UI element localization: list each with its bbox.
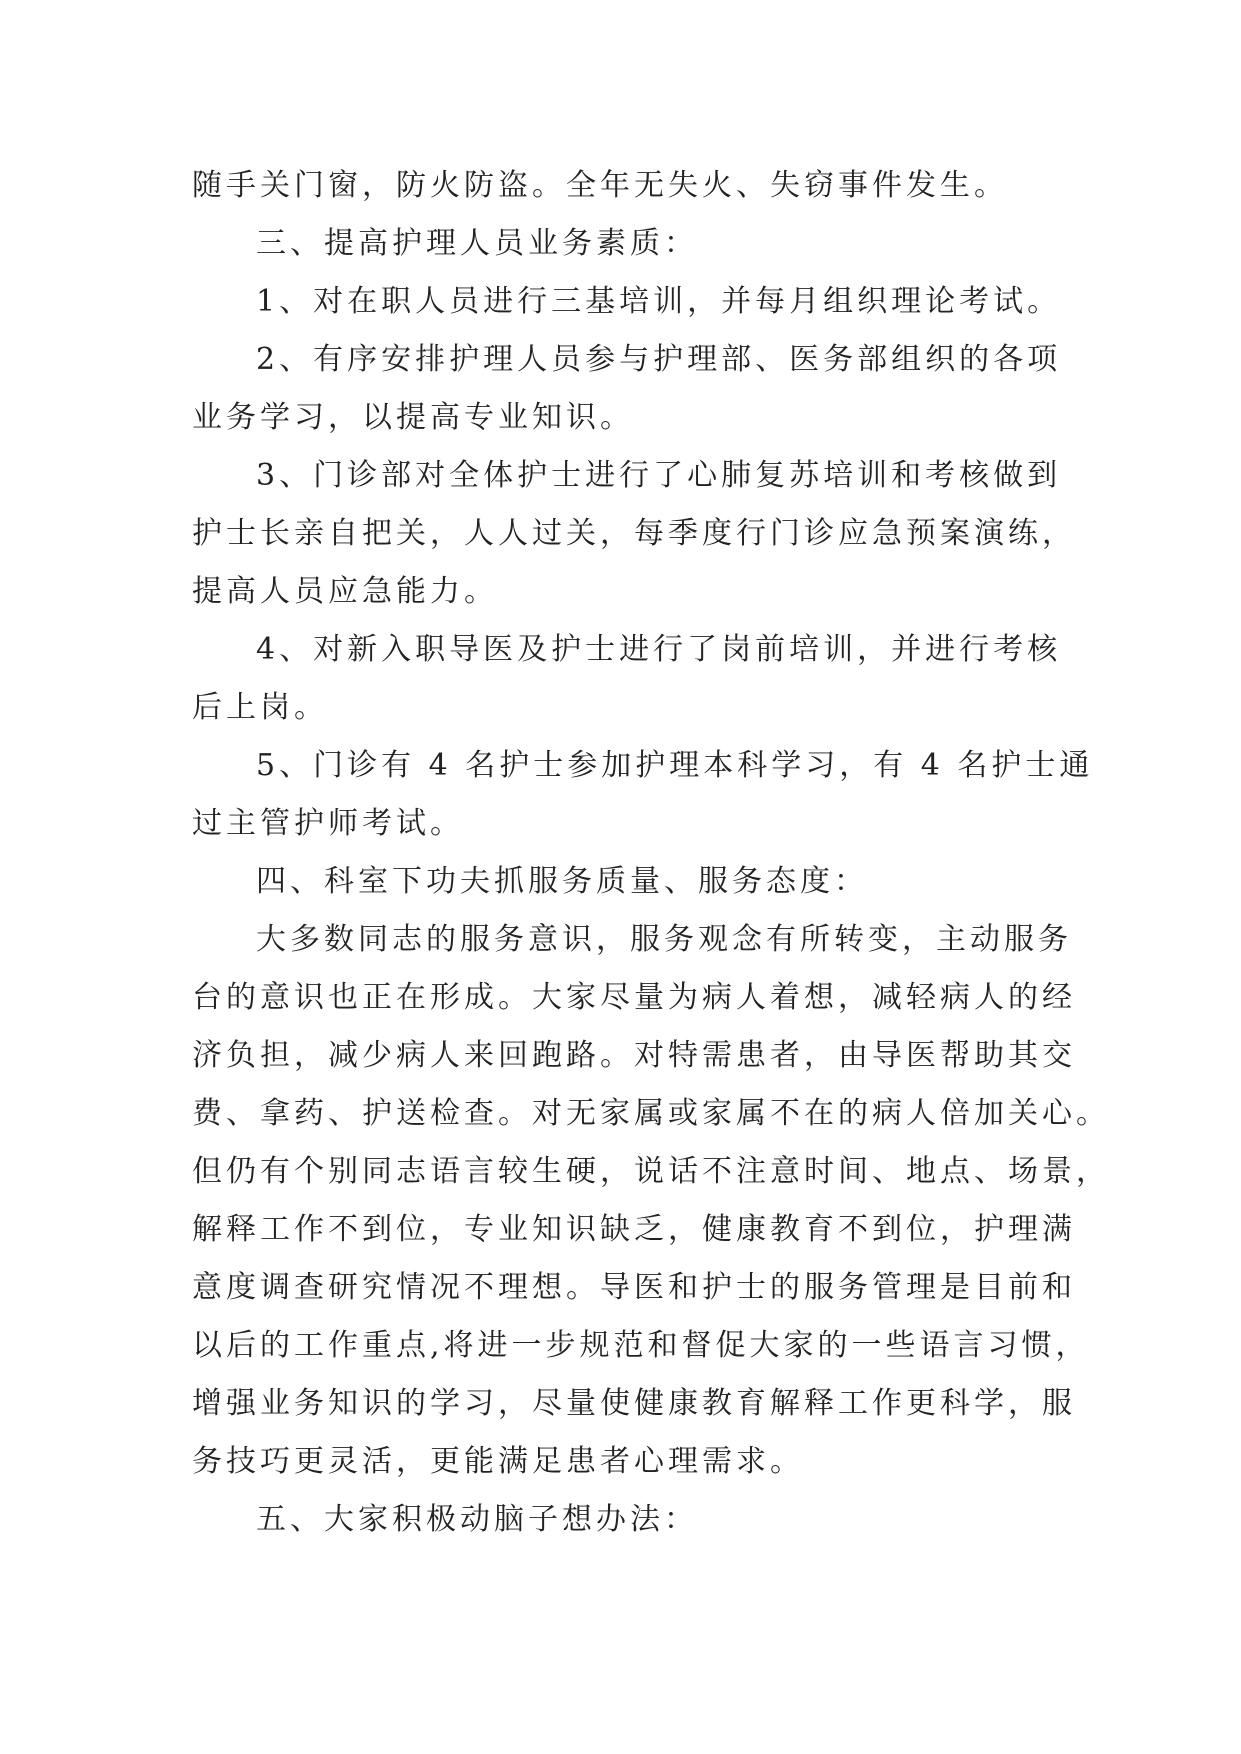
text-line: 解释工作不到位，专业知识缺乏，健康教育不到位，护理满 (192, 1212, 1076, 1247)
text-line: 随手关门窗，防火防盗。全年无失火、失窃事件发生。 (192, 168, 1008, 203)
text-line: 济负担，减少病人来回跑路。对特需患者，由导医帮助其交 (192, 1038, 1076, 1073)
list-item-1: 1、对在职人员进行三基培训，并每月组织理论考试。 (256, 284, 1062, 319)
list-item-3: 3、门诊部对全体护士进行了心肺复苏培训和考核做到 (256, 458, 1062, 493)
text-line: 过主管护师考试。 (192, 806, 464, 841)
text-line: 业务学习，以提高专业知识。 (192, 400, 634, 435)
text-line: 以后的工作重点,将进一步规范和督促大家的一些语言习惯， (192, 1328, 1090, 1363)
text-line: 增强业务知识的学习，尽量使健康教育解释工作更科学，服 (192, 1386, 1076, 1421)
section-heading-5: 五、大家积极动脑子想办法： (256, 1502, 698, 1537)
text-line: 务技巧更灵活，更能满足患者心理需求。 (192, 1444, 804, 1479)
text-line: 后上岗。 (192, 690, 328, 725)
list-item-4: 4、对新入职导医及护士进行了岗前培训，并进行考核 (256, 632, 1062, 667)
text-line: 但仍有个别同志语言较生硬，说话不注意时间、地点、场景， (192, 1154, 1110, 1189)
text-line: 提高人员应急能力。 (192, 574, 498, 609)
list-item-5: 5、门诊有 4 名护士参加护理本科学习，有 4 名护士通 (256, 748, 1094, 783)
text-line: 费、拿药、护送检查。对无家属或家属不在的病人倍加关心。 (192, 1096, 1110, 1131)
text-line: 台的意识也正在形成。大家尽量为病人着想，减轻病人的经 (192, 980, 1076, 1015)
list-item-2: 2、有序安排护理人员参与护理部、医务部组织的各项 (256, 342, 1062, 377)
section-heading-4: 四、科室下功夫抓服务质量、服务态度： (256, 864, 868, 899)
paragraph-start: 大多数同志的服务意识，服务观念有所转变，主动服务 (256, 922, 1072, 957)
document-body (192, 157, 1110, 1549)
text-line: 护士长亲自把关，人人过关，每季度行门诊应急预案演练， (192, 516, 1076, 551)
text-line: 意度调查研究情况不理想。导医和护士的服务管理是目前和 (192, 1270, 1076, 1305)
section-heading-3: 三、提高护理人员业务素质： (256, 226, 698, 261)
